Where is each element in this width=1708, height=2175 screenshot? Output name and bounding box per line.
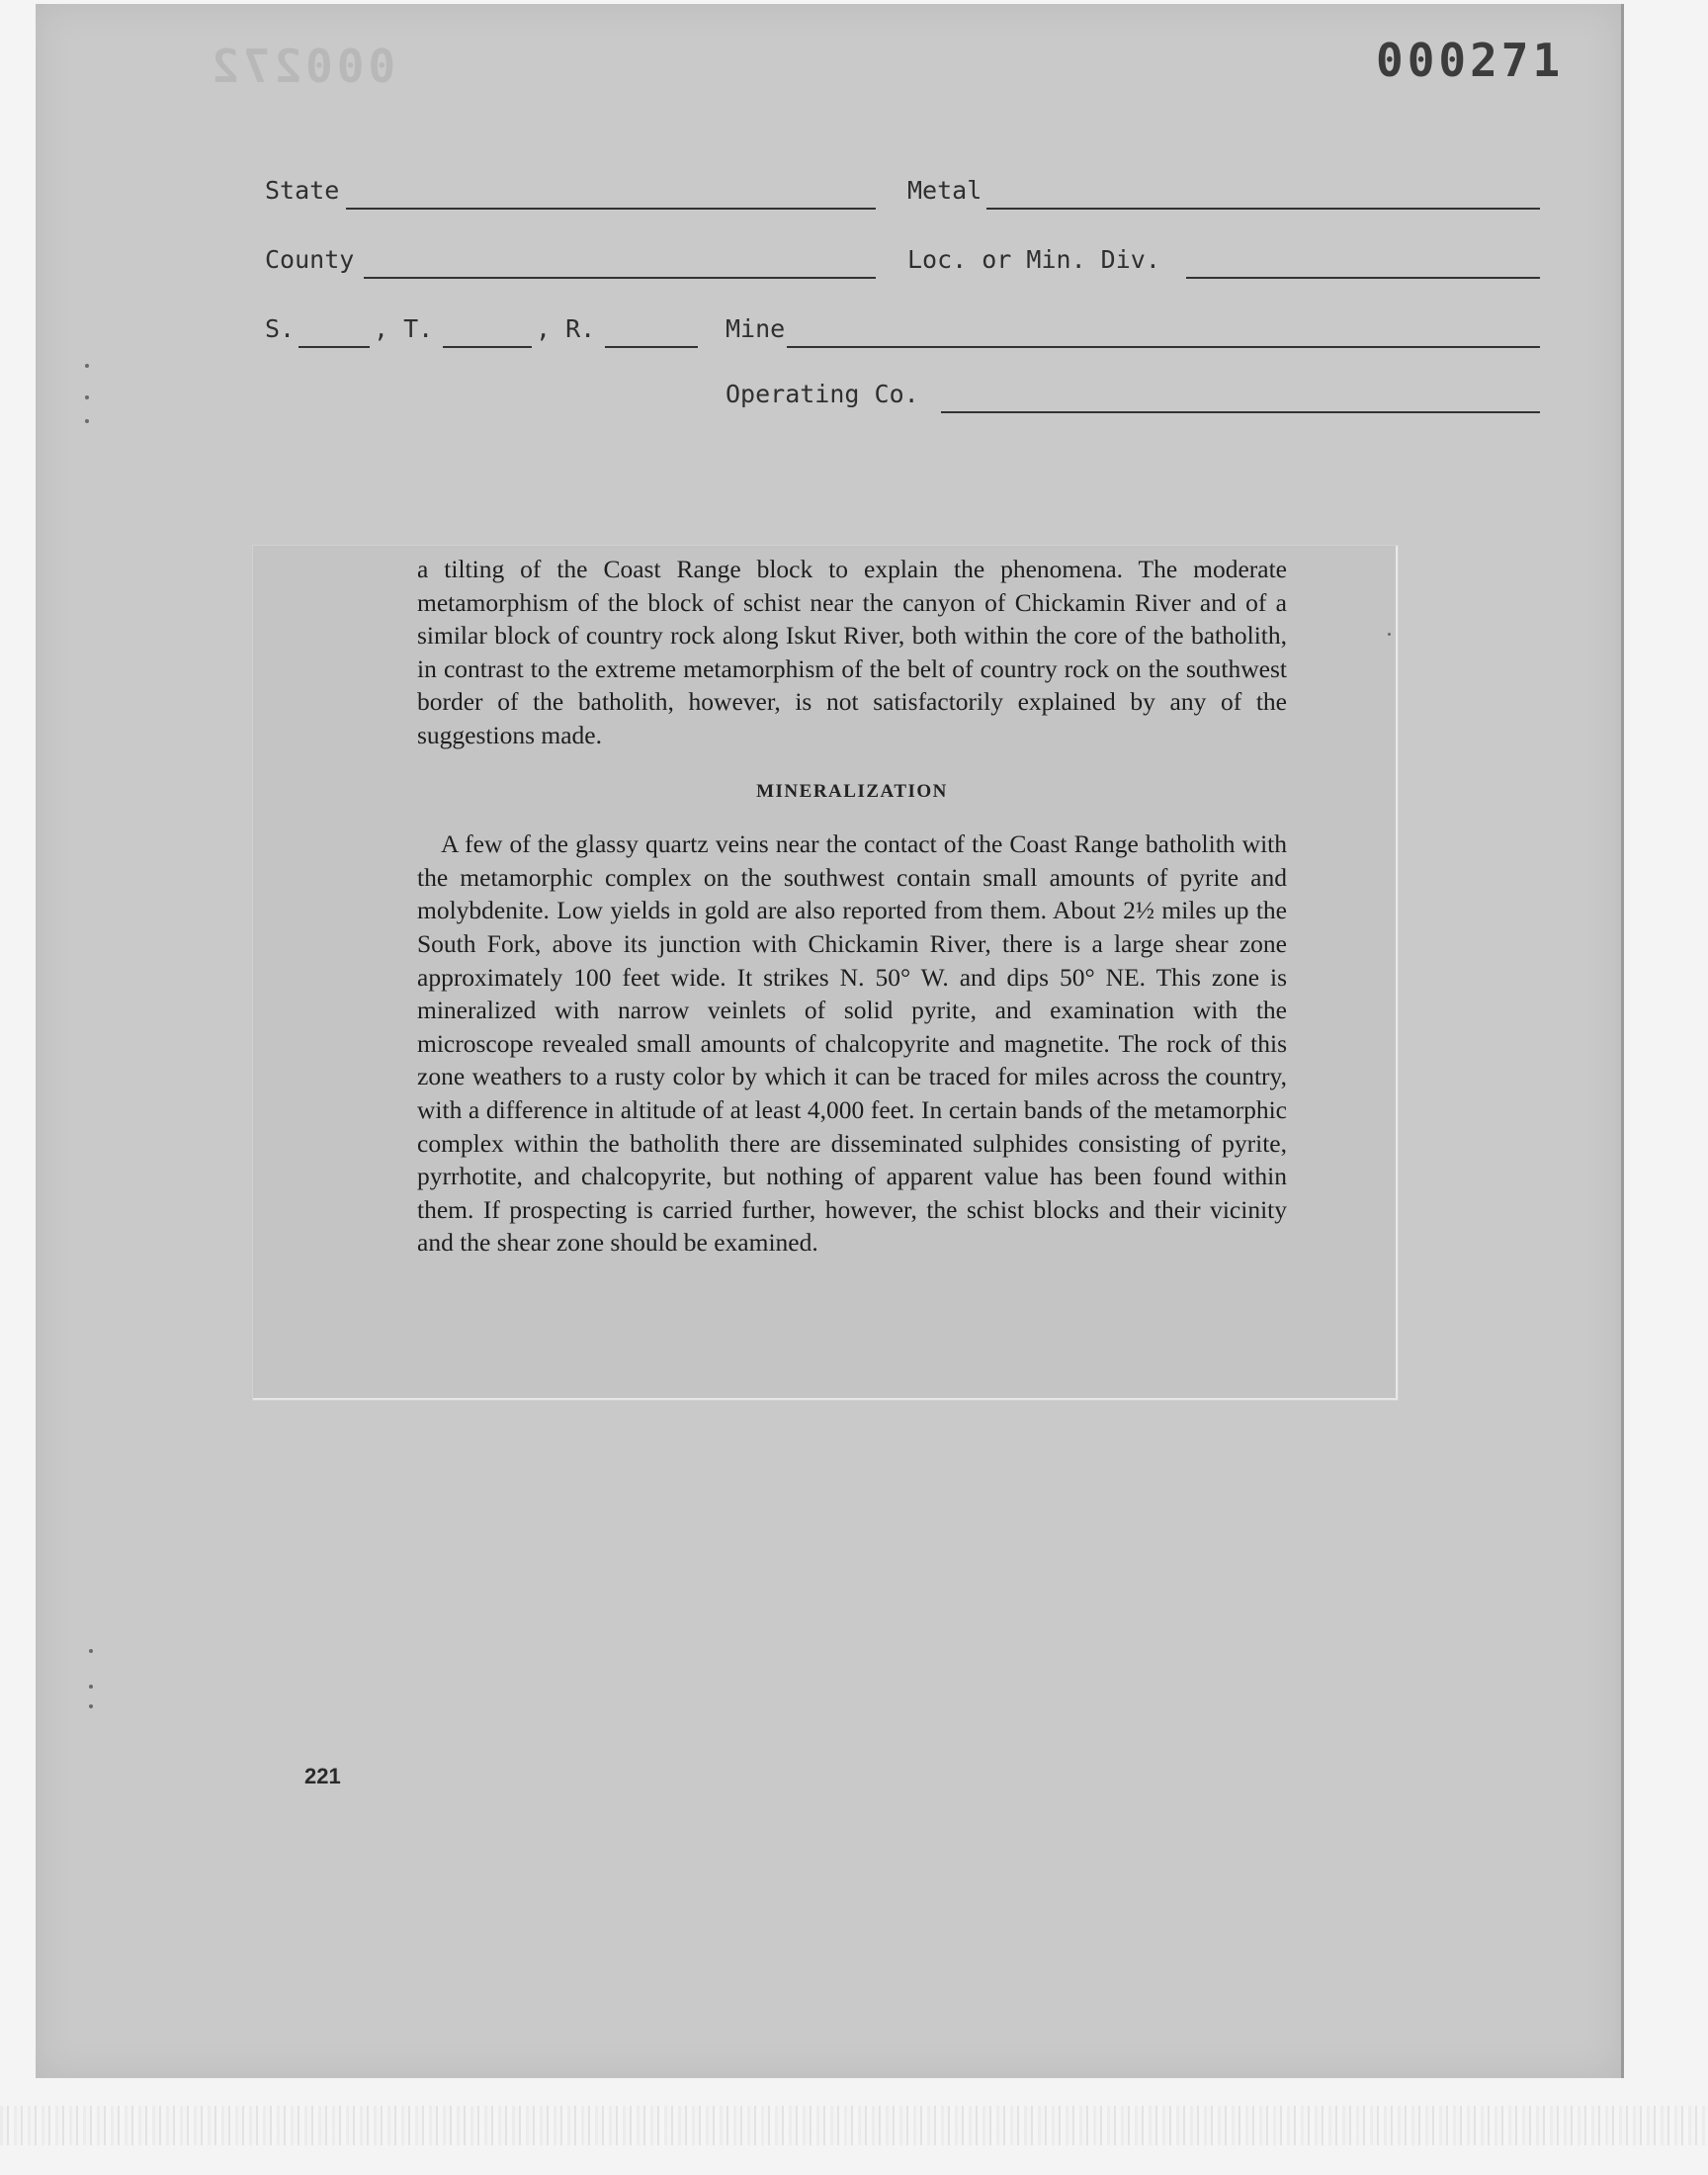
section-field[interactable] [299, 346, 370, 348]
township-field[interactable] [443, 346, 532, 348]
ghost-stamp-number: 000272 [208, 40, 396, 93]
stamp-number: 000271 [1376, 34, 1565, 87]
clipping-text-block [417, 553, 1287, 1260]
loc-min-div-label: Loc. or Min. Div. [907, 245, 1160, 274]
clipping-paragraph-2: A few of the glassy quartz veins near the contact of the Coast Range batholith with the metamorphic complex on the southwest contain small amounts of pyrite and molybdenite. Low yields in gold are also reported from them. About 2½ miles up the South Fork, above its junction with Chickamin River, there is a large shear zone approximately 100 feet wide. It strikes N. 50° W. and dips 50° NE. This zone is mineralized with narrow veinlets of solid pyrite, and examination with the microscope revealed small amounts of chalcopyrite and magnetite. The rock of this zone weathers to a rusty color by which it can be traced for miles across the country, with a difference in altitude of at least 4,000 feet. In certain bands of the metamorphic complex within the batholith there are disseminated sulphides consisting of pyrite, pyrrhotite, and chalcopyrite, but nothing of apparent value has been found within them. If prospecting is carried further, however, the schist blocks and their vicinity and the shear zone should be examined. [417, 829, 1287, 1258]
operating-co-label: Operating Co. [726, 380, 919, 408]
scan-speck [85, 395, 89, 399]
scan-speck [85, 364, 89, 368]
record-sheet [36, 4, 1624, 2078]
mine-label: Mine [726, 314, 786, 343]
section-heading: MINERALIZATION [756, 780, 948, 802]
metal-label: Metal [907, 176, 982, 205]
section-label: S. [265, 314, 296, 343]
state-label: State [265, 176, 340, 205]
clipping-paragraph-1: a tilting of the Coast Range block to explain the phenomena. The moderate metamorphism of the block of schist near the canyon of Chickamin River and of a similar block of country rock along Iskut River, both within the core of the batholith, in contrast to the extreme metamorphism of the belt of country rock on the southwest border of the batholith, however, is not satisfactorily explained by any of the suggestions made. [417, 555, 1287, 749]
loc-min-div-field[interactable] [1186, 277, 1540, 279]
operating-co-field[interactable] [941, 411, 1540, 413]
county-field[interactable] [364, 277, 876, 279]
scan-speck [89, 1685, 93, 1689]
township-label: , T. [374, 314, 434, 343]
scan-speck [89, 1649, 93, 1653]
scanner-edge-streaks [0, 2106, 1708, 2145]
scan-speck [1388, 633, 1391, 636]
mine-field[interactable] [787, 346, 1540, 348]
page-number: 221 [304, 1764, 341, 1788]
state-field[interactable] [346, 208, 876, 210]
range-field[interactable] [605, 346, 698, 348]
county-label: County [265, 245, 355, 274]
range-label: , R. [536, 314, 596, 343]
pasted-text-clipping [253, 546, 1398, 1400]
scan-speck [89, 1704, 93, 1708]
metal-field[interactable] [986, 208, 1540, 210]
scan-speck [85, 419, 89, 423]
